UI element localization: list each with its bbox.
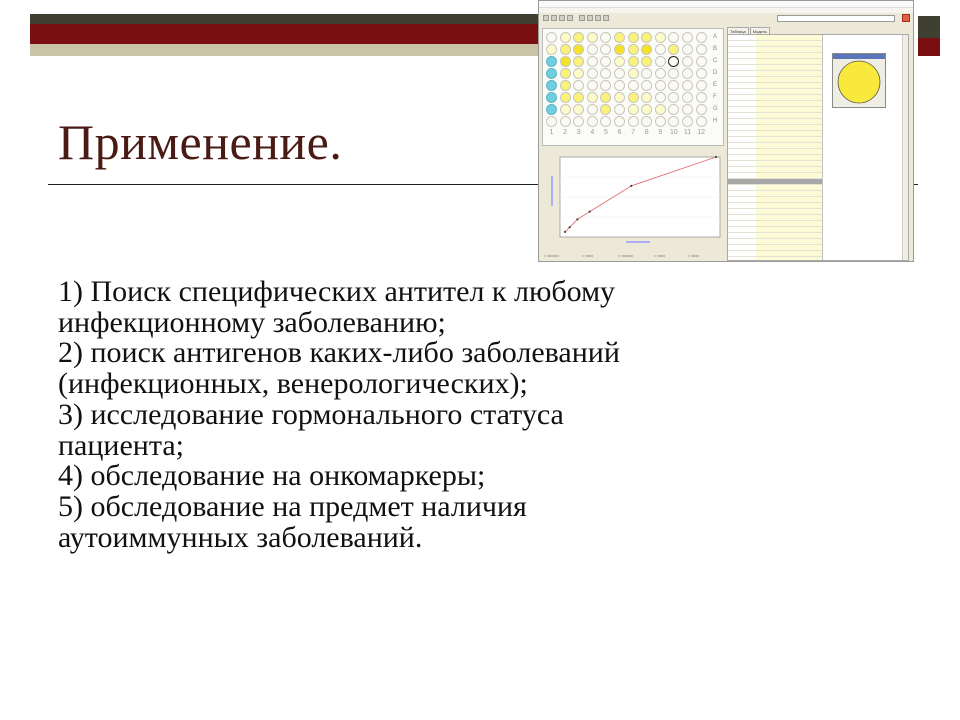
plate-well xyxy=(546,32,557,43)
plate-well xyxy=(696,104,707,115)
plate-well xyxy=(682,116,693,127)
plate-well xyxy=(696,32,707,43)
plate-well xyxy=(628,116,639,127)
plate-well xyxy=(668,104,679,115)
plate-well xyxy=(668,68,679,79)
plate-well xyxy=(560,116,571,127)
slide-body xyxy=(58,277,818,553)
plate-well xyxy=(696,56,707,67)
calibration-chart-panel xyxy=(542,151,724,261)
plate-well xyxy=(641,92,652,103)
corner-square-red xyxy=(918,38,940,56)
plate-well xyxy=(641,56,652,67)
plate-column-label: 4 xyxy=(590,129,595,136)
body-line: (инфекционных, венерологических); xyxy=(58,367,528,401)
plate-well xyxy=(696,80,707,91)
plate-well xyxy=(614,32,625,43)
plate-well xyxy=(628,32,639,43)
plate-well xyxy=(614,80,625,91)
plate-well xyxy=(655,32,666,43)
plate-well xyxy=(546,44,557,55)
radio-option: ○ ▭▭ xyxy=(582,253,594,258)
tab-table: Таблица xyxy=(727,27,749,36)
plate-well xyxy=(668,44,679,55)
body-line: 5) обследование на предмет наличия xyxy=(58,489,527,523)
plate-well xyxy=(655,56,666,67)
software-screenshot xyxy=(538,0,914,262)
toolbar-button xyxy=(559,15,565,21)
body-line: 2) поиск антигенов каких-либо заболеваний xyxy=(58,336,620,370)
toolbar-button xyxy=(543,15,549,21)
app-toolbar xyxy=(541,14,913,24)
plate-well xyxy=(573,92,584,103)
radio-option: ○ ▭▭ xyxy=(654,253,666,258)
toolbar-button xyxy=(567,15,573,21)
plate-well xyxy=(546,56,557,67)
plate-well xyxy=(682,44,693,55)
plate-well xyxy=(628,56,639,67)
plate-well xyxy=(546,68,557,79)
plate-well xyxy=(668,56,679,67)
body-line: пациента; xyxy=(58,428,184,462)
plate-well xyxy=(696,116,707,127)
plate-well xyxy=(587,80,598,91)
plate-well xyxy=(600,92,611,103)
plate-column-label: 11 xyxy=(683,129,692,136)
plate-well xyxy=(641,104,652,115)
plate-well xyxy=(641,32,652,43)
plate-well xyxy=(696,68,707,79)
toolbar-select xyxy=(777,15,895,22)
slide-title: Применение. xyxy=(58,114,343,170)
plate-row-label: D xyxy=(713,70,718,76)
plate-well xyxy=(682,92,693,103)
plate-row-label: C xyxy=(713,58,718,64)
plate-well xyxy=(641,80,652,91)
plate-well xyxy=(600,116,611,127)
plate-well xyxy=(560,32,571,43)
plate-well xyxy=(614,92,625,103)
plate-column-label: 6 xyxy=(617,129,622,136)
close-icon xyxy=(902,14,910,22)
plate-well xyxy=(600,56,611,67)
radio-option: ○ ▭▭▭ xyxy=(544,253,559,258)
app-titlebar xyxy=(539,1,913,8)
plate-well xyxy=(614,68,625,79)
plate-well xyxy=(682,32,693,43)
curve-point xyxy=(564,231,566,233)
plate-well xyxy=(668,116,679,127)
plate-well xyxy=(668,92,679,103)
plate-well xyxy=(560,68,571,79)
plate-well xyxy=(641,116,652,127)
plate-well xyxy=(573,68,584,79)
plate-well xyxy=(546,92,557,103)
plate-well xyxy=(682,80,693,91)
toolbar-button xyxy=(595,15,601,21)
plate-column-label: 9 xyxy=(658,129,663,136)
well-preview-circle xyxy=(838,61,880,103)
plate-row-label: G xyxy=(713,106,718,112)
plate-well xyxy=(641,44,652,55)
plate-well xyxy=(560,80,571,91)
plate-well xyxy=(560,44,571,55)
radio-option: ○ ▭▭▭ xyxy=(618,253,633,258)
curve-point xyxy=(630,185,632,187)
plate-well xyxy=(655,116,666,127)
plate-well xyxy=(628,80,639,91)
plate-column-label: 3 xyxy=(576,129,581,136)
plate-row-label: A xyxy=(713,34,718,40)
body-line: 4) обследование на онкомаркеры; xyxy=(58,459,486,493)
plate-well xyxy=(628,92,639,103)
plate-well xyxy=(655,80,666,91)
table-row xyxy=(728,257,822,261)
results-table xyxy=(727,34,909,261)
app-menubar xyxy=(539,8,913,13)
plate-well xyxy=(628,104,639,115)
toolbar-button xyxy=(551,15,557,21)
well-preview xyxy=(833,59,885,107)
plate-well xyxy=(546,80,557,91)
plate-well xyxy=(614,44,625,55)
plate-well xyxy=(587,32,598,43)
plate-column-label: 1 xyxy=(549,129,554,136)
plate-column-label: 12 xyxy=(697,129,705,136)
plate-well xyxy=(628,68,639,79)
plate-well xyxy=(600,80,611,91)
plate-well xyxy=(628,44,639,55)
plate-well xyxy=(573,44,584,55)
plate-well xyxy=(546,116,557,127)
toolbar-button xyxy=(603,15,609,21)
plate-column-label: 5 xyxy=(603,129,608,136)
plate-well xyxy=(655,104,666,115)
plate-well xyxy=(614,104,625,115)
plate-well xyxy=(696,44,707,55)
plate-well xyxy=(560,92,571,103)
plate-column-label: 2 xyxy=(563,129,568,136)
well-preview-popup xyxy=(832,53,886,108)
plate-well xyxy=(573,32,584,43)
plate-well xyxy=(587,116,598,127)
options-row xyxy=(542,249,724,259)
curve-point xyxy=(589,211,591,213)
plate-row-label: F xyxy=(713,94,717,100)
plate-column-label: 7 xyxy=(631,129,636,136)
plate-well xyxy=(600,68,611,79)
plate-well xyxy=(682,68,693,79)
plate-well xyxy=(587,56,598,67)
plate-well xyxy=(614,116,625,127)
plate-well xyxy=(600,104,611,115)
plate-well xyxy=(573,80,584,91)
body-line: инфекционному заболеванию; xyxy=(58,305,446,339)
plate-well xyxy=(696,92,707,103)
microplate xyxy=(542,28,724,146)
header-band-red xyxy=(30,24,538,44)
body-line: 1) Поиск специфических антител к любому xyxy=(58,275,616,308)
plate-row-label: B xyxy=(713,46,718,52)
plate-well xyxy=(655,68,666,79)
plate-well xyxy=(682,104,693,115)
curve-point xyxy=(569,226,571,228)
plate-row-label: E xyxy=(713,82,718,88)
plate-row-label: H xyxy=(713,118,718,124)
plate-well xyxy=(560,56,571,67)
plate-well xyxy=(614,56,625,67)
plate-well xyxy=(668,32,679,43)
body-line: аутоиммунных заболеваний. xyxy=(58,520,423,554)
plate-well xyxy=(587,44,598,55)
plate-well xyxy=(641,68,652,79)
plate-well xyxy=(668,80,679,91)
plate-well xyxy=(600,32,611,43)
plate-well xyxy=(573,56,584,67)
plate-well xyxy=(587,92,598,103)
plate-column-label: 10 xyxy=(669,129,678,136)
tab-model: Модель xyxy=(750,27,770,36)
header-band-light xyxy=(30,44,538,56)
calibration-chart xyxy=(542,151,724,247)
toolbar-button xyxy=(587,15,593,21)
plate-well xyxy=(655,92,666,103)
radio-option: ○ ▭▭ xyxy=(688,253,700,258)
plate-well xyxy=(546,104,557,115)
curve-point xyxy=(715,156,717,158)
corner-square-dark xyxy=(918,16,940,38)
plate-well xyxy=(587,104,598,115)
plate-well xyxy=(573,104,584,115)
table-scrollbar xyxy=(902,35,909,260)
curve-point xyxy=(576,218,578,220)
plate-well xyxy=(587,68,598,79)
body-line: 3) исследование гормонального статуса xyxy=(58,397,564,431)
plate-column-label: 8 xyxy=(644,129,649,136)
plate-well xyxy=(600,44,611,55)
plate-well xyxy=(682,56,693,67)
toolbar-button xyxy=(579,15,585,21)
plate-well xyxy=(573,116,584,127)
plate-well xyxy=(655,44,666,55)
plate-well xyxy=(560,104,571,115)
